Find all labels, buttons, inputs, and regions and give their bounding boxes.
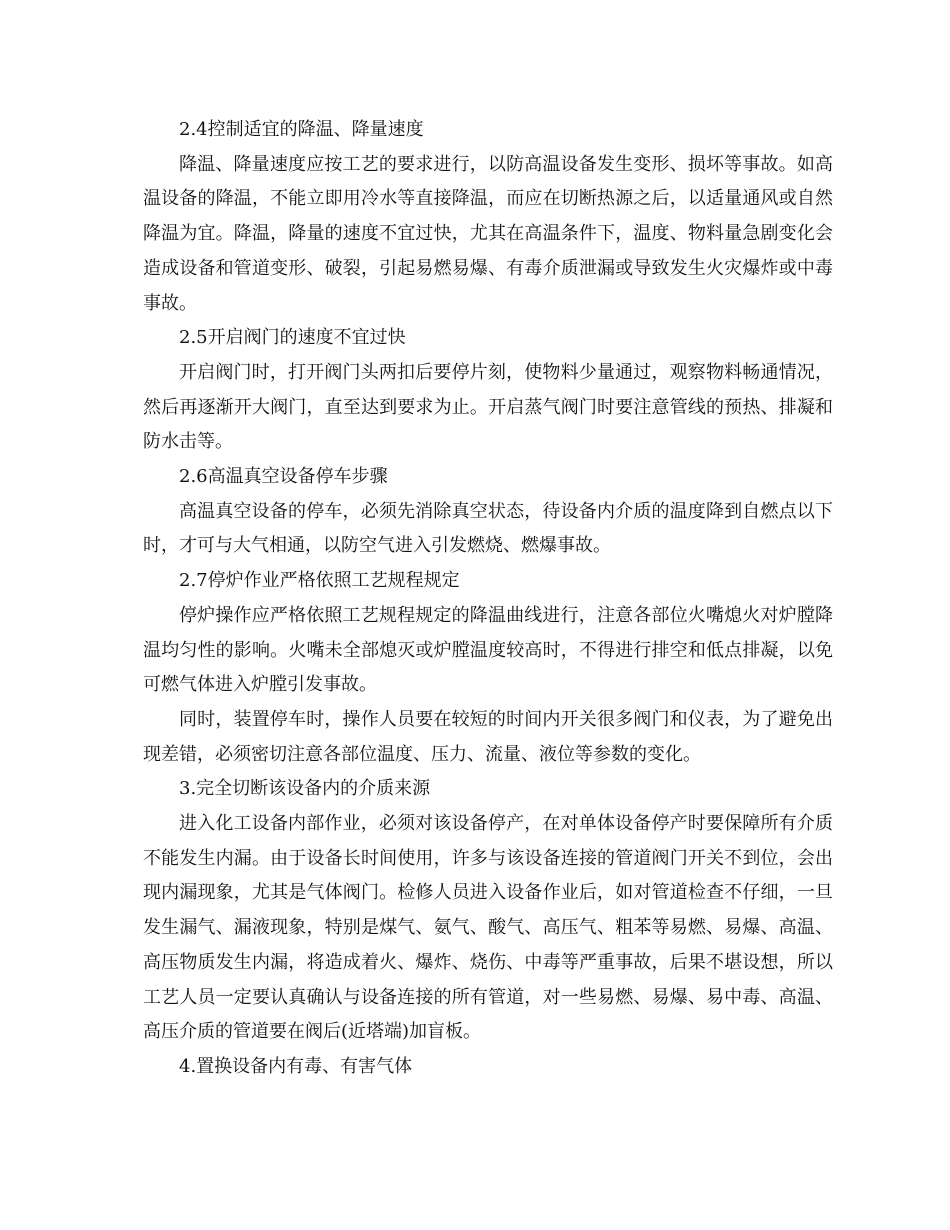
section-heading: 2.4控制适宜的降温、降量速度 — [179, 119, 424, 140]
paragraph: 进入化工设备内部作业，必须对该设备停产，在对单体设备停产时要保障所有介质不能发生内漏。由于设备长时间使用，许多与该设备连接的管道阀门开关不到位，会出现内漏现象，尤其是气体阀门。检修人员进入设备作业后，如对管道检查不仔细，一旦发生漏气、漏液现象，特别是煤气、氨气、酸气、高压气、粗苯等易燃、易爆、高温、高压物质发生内漏，将造成着火、爆炸、烧伤、中毒等严重事故，后果不堪设想，所以工艺人员一定要认真确认与设备连接的所有管道，对一些易燃、易爆、易中毒、高温、高压介质的管道要在阀后(近塔端)加盲板。 — [143, 813, 833, 1043]
section-2-4 — [143, 113, 833, 321]
section-heading: 4.置换设备内有毒、有害气体 — [179, 1055, 413, 1077]
paragraph: 同时，装置停车时，操作人员要在较短的时间内开关很多阀门和仪表，为了避免出现差错，必须密切注意各部位温度、压力、流量、液位等参数的变化。 — [143, 708, 833, 765]
section-heading: 2.6高温真空设备停车步骤 — [179, 466, 388, 488]
section-2-6 — [143, 460, 833, 564]
paragraph: 开启阀门时，打开阀门头两扣后要停片刻，使物料少量通过，观察物料畅通情况，然后再逐渐开大阀门，直至达到要求为止。开启蒸气阀门时要注意管线的预热、排凝和防水击等。 — [143, 361, 833, 453]
section-heading: 2.7停炉作业严格依照工艺规程规定 — [179, 570, 460, 592]
paragraph: 停炉操作应严格依照工艺规程规定的降温曲线进行，注意各部位火嘴熄火对炉膛降温均匀性的影响。火嘴未全部熄灭或炉膛温度较高时，不得进行排空和低点排凝，以免可燃气体进入炉膛引发事故。 — [143, 604, 833, 696]
section-heading: 3.完全切断该设备内的介质来源 — [179, 778, 431, 800]
section-4 — [143, 1050, 833, 1085]
section-2-7 — [143, 564, 833, 772]
paragraph: 降温、降量速度应按工艺的要求进行，以防高温设备发生变形、损坏等事故。如高温设备的降温，不能立即用冷水等直接降温，而应在切断热源之后，以适量通风或自然降温为宜。降温，降量的速度不宜过快，尤其在高温条件下，温度、物料量急剧变化会造成设备和管道变形、破裂，引起易燃易爆、有毒介质泄漏或导致发生火灾爆炸或中毒事故。 — [143, 153, 833, 314]
document-page — [143, 113, 833, 1085]
section-heading: 2.5开启阀门的速度不宜过快 — [179, 327, 406, 349]
paragraph: 高温真空设备的停车，必须先消除真空状态，待设备内介质的温度降到自燃点以下时，才可与大气相通，以防空气进入引发燃烧、燃爆事故。 — [143, 500, 833, 557]
section-3 — [143, 772, 833, 1050]
section-2-5 — [143, 321, 833, 460]
